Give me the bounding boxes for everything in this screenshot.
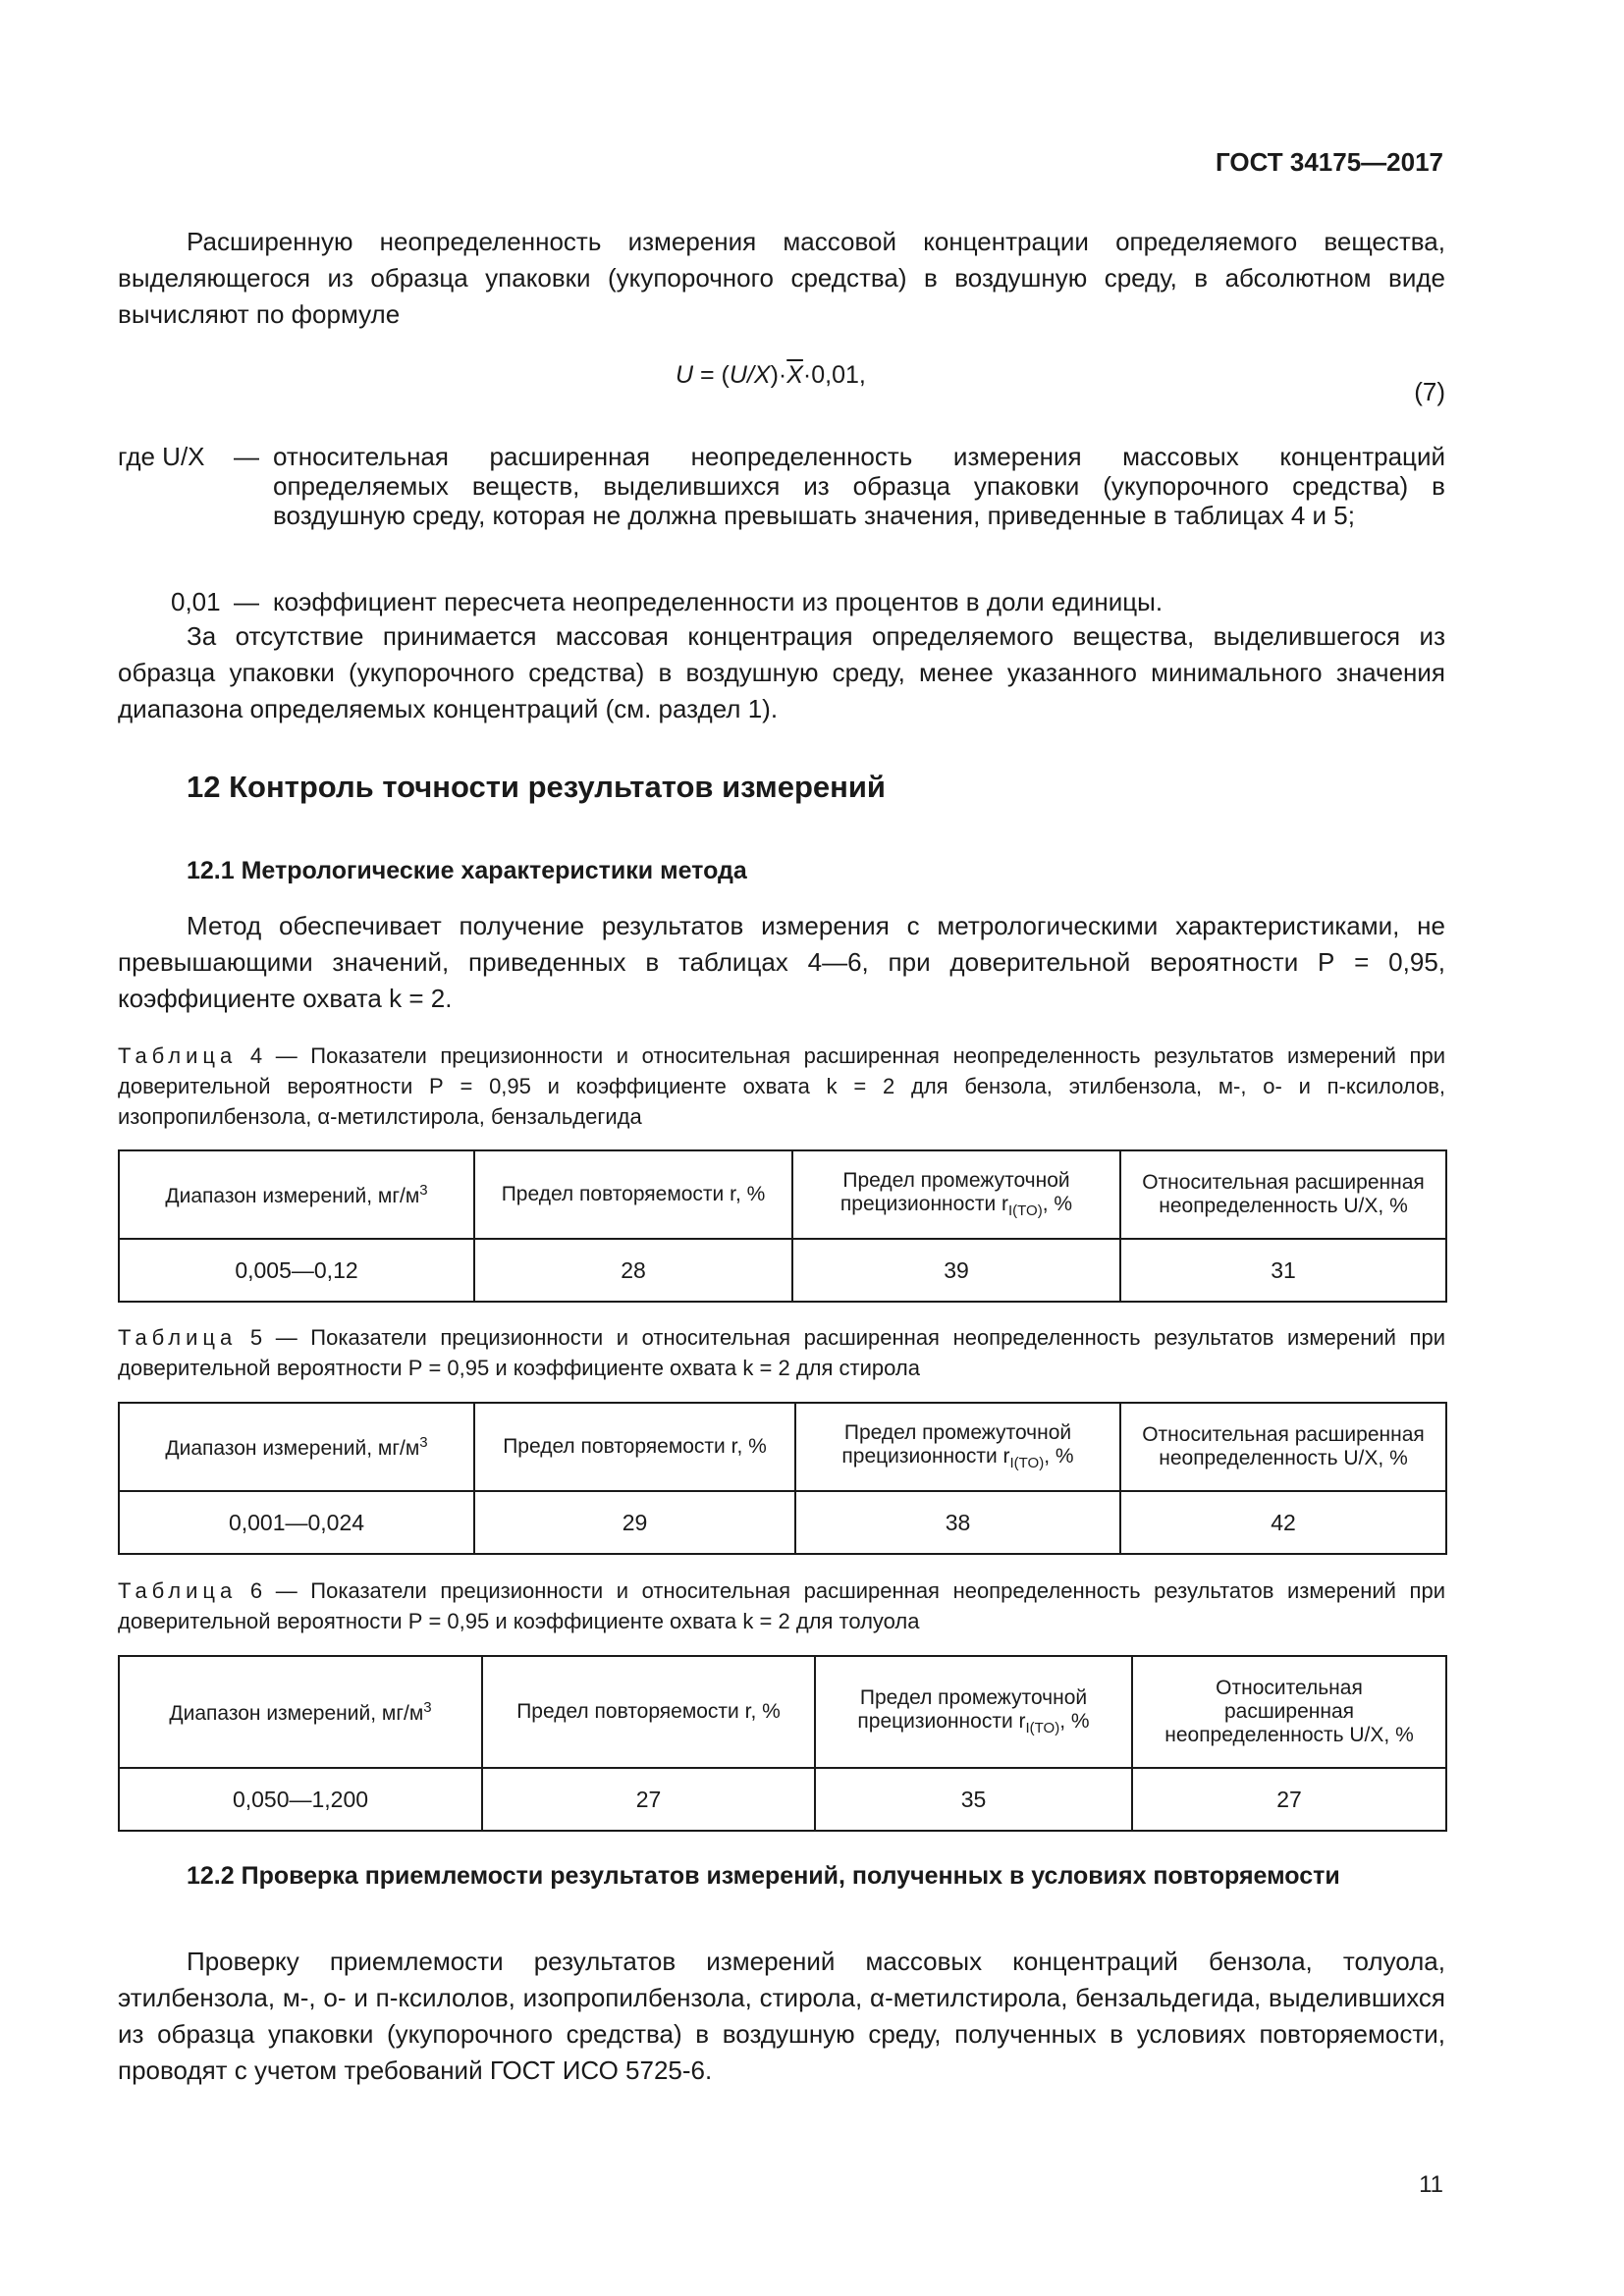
page-number: 11: [1419, 2171, 1443, 2198]
table-cell: 27: [1132, 1768, 1446, 1831]
section-12-2-text: Проверку приемлемости результатов измерений массовых концентраций бензола, толуола, этилбензола, м-, о- и п-ксилолов, изопропилбензола, стирола, α-метилстирола, бензальдегида, выделившихся из образца упаковки (укупорочного средства) в воздушную среду, полученных в условиях повторяемости, проводят с учетом требований ГОСТ ИСО 5725-6.: [118, 1947, 1445, 2085]
table-caption-text: 5 — Показатели прецизионности и относительная расширенная неопределенность результатов измерений при доверительной вероятности Р = 0,95 и коэффициенте охвата k = 2 для стирола: [118, 1325, 1445, 1380]
table-header-row: [119, 1403, 1446, 1491]
table-caption-text: 6 — Показатели прецизионности и относительная расширенная неопределенность результатов измерений при доверительной вероятности Р = 0,95 и коэффициенте охвата k = 2 для толуола: [118, 1578, 1445, 1633]
definition-term: где U/X: [118, 442, 205, 471]
table-label: Таблица: [118, 1043, 238, 1068]
definition-text: коэффициент пересчета неопределенности из процентов в доли единицы.: [273, 587, 1164, 616]
table-cell: 31: [1120, 1239, 1446, 1302]
formula-tail: ·0,01,: [802, 361, 866, 389]
table-4: [118, 1149, 1447, 1303]
section-12-1-text: Метод обеспечивает получение результатов измерения с метрологическими характеристиками, не превышающими значений, приведенных в таблицах 4—6, при доверительной вероятности Р = 0,95, коэффициенте охвата k = 2.: [118, 911, 1445, 1013]
header-uncertainty: Относительная расширенная неопределенность U/X, %: [1120, 1403, 1446, 1491]
definition-text: относительная расширенная неопределенность измерения массовых концентраций определяемых веществ, выделившихся из образца упаковки (укупорочного средства) в воздушную среду, которая не должна превышать значения, приведенные в таблицах 4 и 5;: [273, 442, 1445, 530]
table-cell: 39: [792, 1239, 1120, 1302]
table-row: [119, 1239, 1446, 1302]
standard-code: ГОСТ 34175—2017: [1216, 147, 1443, 177]
table-4-caption: [118, 1041, 1445, 1132]
table-row: [119, 1768, 1446, 1831]
formula-xbar: $\overline{X}$: [786, 361, 803, 389]
table-cell: 27: [482, 1768, 815, 1831]
table-cell: 35: [815, 1768, 1132, 1831]
formula-eq: = (: [693, 361, 730, 389]
table-cell: 29: [474, 1491, 795, 1554]
table-cell: 38: [795, 1491, 1120, 1554]
definition-dash: —: [234, 442, 259, 471]
header-repeatability: Предел повторяемости r, %: [474, 1403, 795, 1491]
header-intermediate: Предел промежуточной прецизионности $r_{I(TO)}$, %: [815, 1656, 1132, 1768]
formula-lhs: U: [676, 361, 694, 389]
equation-number: (7): [1414, 377, 1445, 406]
header-intermediate: Предел промежуточной прецизионности $r_{I(TO)}$, %: [795, 1403, 1120, 1491]
formula-7: [676, 361, 866, 390]
header-range: Диапазон измерений, $мг/м^3$: [119, 1403, 474, 1491]
table-6-caption: [118, 1575, 1445, 1636]
table-6: [118, 1655, 1447, 1832]
intro-paragraph: Расширенную неопределенность измерения массовой концентрации определяемого вещества, выделяющегося из образца упаковки (укупорочного средства) в воздушную среду, в абсолютном виде вычисляют по формуле: [118, 227, 1445, 329]
header-intermediate: Предел промежуточной прецизионности $r_{I(TO)}$, %: [792, 1150, 1120, 1239]
formula-ratio: U/X: [729, 361, 771, 389]
table-5-caption: [118, 1322, 1445, 1383]
formula-mid: )·: [770, 361, 787, 389]
header-uncertainty: Относительная расширенная неопределенность U/X, %: [1120, 1150, 1446, 1239]
header-range: Диапазон измерений, $мг/м^3$: [119, 1656, 482, 1768]
header-range: Диапазон измерений, $мг/м^3$: [119, 1150, 474, 1239]
table-label: Таблица: [118, 1578, 238, 1603]
section-12-heading: 12 Контроль точности результатов измерений: [187, 770, 886, 804]
table-label: Таблица: [118, 1325, 238, 1350]
table-cell: 0,050—1,200: [119, 1768, 482, 1831]
section-12-1-heading: 12.1 Метрологические характеристики метода: [187, 857, 747, 884]
table-cell: 42: [1120, 1491, 1446, 1554]
absence-paragraph: За отсутствие принимается массовая концентрация определяемого вещества, выделившегося из образца упаковки (укупорочного средства) в воздушную среду, менее указанного минимального значения диапазона определяемых концентраций (см. раздел 1).: [118, 621, 1445, 723]
table-row: [119, 1491, 1446, 1554]
table-cell: 28: [474, 1239, 792, 1302]
header-repeatability: Предел повторяемости r, %: [474, 1150, 792, 1239]
section-12-2-heading: 12.2 Проверка приемлемости результатов измерений, полученных в условиях повторяемости: [187, 1862, 1340, 1890]
table-cell: 0,001—0,024: [119, 1491, 474, 1554]
header-uncertainty: Относительная расширенная неопределенность U/X, %: [1132, 1656, 1446, 1768]
table-caption-text: 4 — Показатели прецизионности и относительная расширенная неопределенность результатов измерений при доверительной вероятности Р = 0,95 и коэффициенте охвата k = 2 для бензола, этилбензола, м-, о- и п-ксилолов, изопропилбензола, α-метилстирола, бензальдегида: [118, 1043, 1445, 1129]
table-header-row: [119, 1150, 1446, 1239]
table-header-row: [119, 1656, 1446, 1768]
header-repeatability: Предел повторяемости r, %: [482, 1656, 815, 1768]
table-5: [118, 1402, 1447, 1555]
definition-dash: —: [234, 587, 259, 616]
table-cell: 0,005—0,12: [119, 1239, 474, 1302]
definition-term: 0,01: [171, 587, 221, 616]
